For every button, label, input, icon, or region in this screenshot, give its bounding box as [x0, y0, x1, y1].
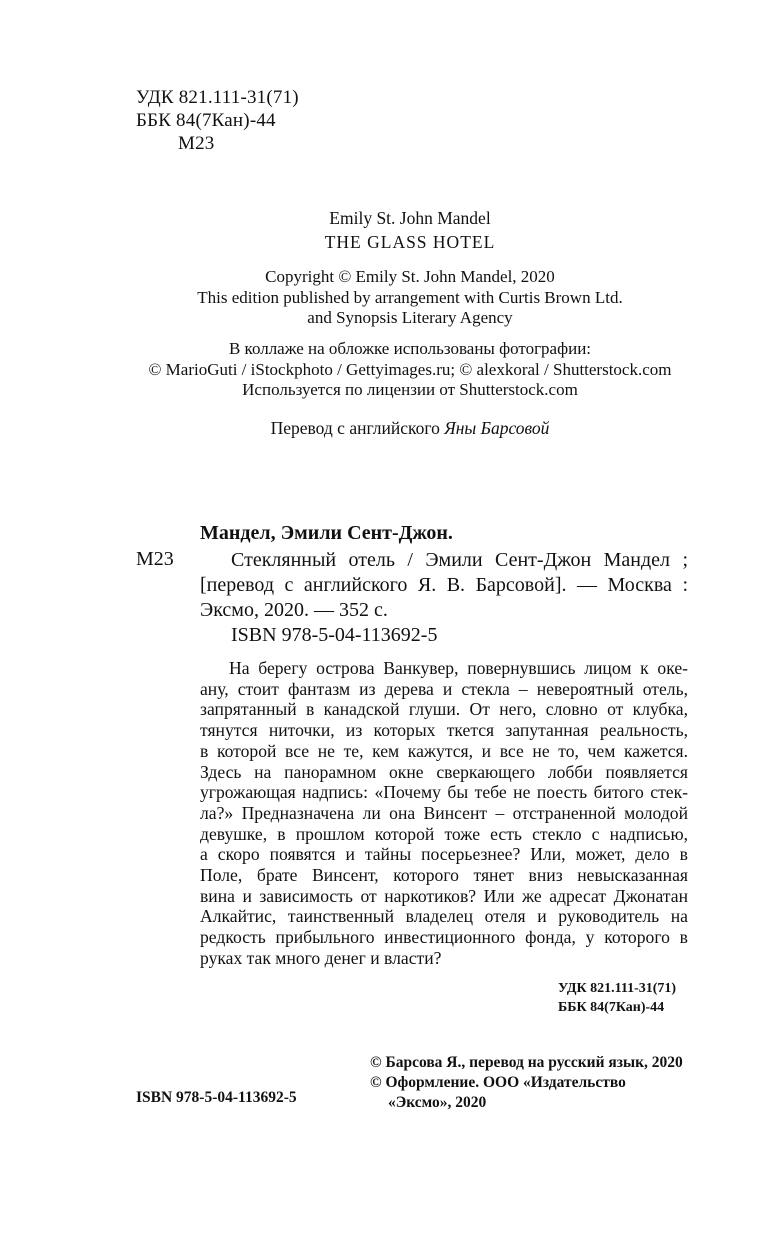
udk-code: УДК 821.111-31(71): [136, 87, 299, 108]
bib-line: [перевод с английского Я. В. Барсовой]. — Москва :: [200, 574, 688, 596]
annotation-line: руках так много денег и власти?: [200, 947, 442, 968]
footer-copyright-translation: © Барсова Я., перевод на русский язык, 2020: [370, 1054, 683, 1071]
translator-name: Яны Барсовой: [444, 418, 550, 438]
annotation-line: в которой все не те, кем кажутся, и все не то, чем кажется.: [200, 740, 688, 761]
bib-isbn: ISBN 978-5-04-113692-5: [231, 624, 438, 646]
copyright-block: [60, 267, 760, 329]
original-title: THE GLASS HOTEL: [324, 232, 496, 252]
footer-copyright-design-cont: «Эксмо», 2020: [388, 1094, 487, 1111]
annotation-line: редкость прибыльного инвестиционного фонда, у которого в: [200, 927, 688, 948]
original-edition: [60, 206, 760, 254]
author-mark: М23: [178, 133, 215, 154]
annotation-line: угрожающая надпись: «Почему бы тебе не поесть битого стек-: [200, 782, 688, 803]
annotation-line: Поле, брате Винсент, которого тянет вниз невысказанная: [200, 865, 688, 886]
footer-isbn: ISBN 978-5-04-113692-5: [136, 1089, 297, 1106]
annotation-line: На берегу острова Ванкувер, повернувшись лицом к оке-: [229, 658, 688, 678]
footer-copyright-design: © Оформление. ООО «Издательство: [370, 1074, 626, 1091]
annotation-line: девушке, в прошлом которой тоже есть стекло с надписью,: [200, 823, 688, 844]
photo-credit-line: Используется по лицензии от Shutterstock.com: [242, 380, 578, 399]
annotation: [200, 658, 688, 969]
annotation-line: а скоро появятся и тайны посерьезнее? Или, может, дело в: [200, 844, 688, 865]
photo-credit-line: В коллаже на обложке использованы фотографии:: [228, 339, 592, 358]
original-author: Emily St. John Mandel: [329, 208, 491, 228]
translation-credit: [60, 418, 760, 439]
bib-line: Стеклянный отель / Эмили Сент-Джон Мандел ;: [231, 549, 688, 571]
footer-udk: УДК 821.111-31(71): [558, 981, 677, 996]
annotation-line: вина и зависимость от наркотиков? Или же адресат Джонатан: [200, 885, 688, 906]
translation-prefix: Перевод с английского: [270, 418, 440, 438]
annotation-line: ла?» Предназначена ли она Винсент – отстраненной молодой: [200, 802, 688, 823]
bbk-code: ББК 84(7Кан)-44: [136, 110, 276, 131]
photo-credits: [60, 339, 760, 401]
annotation-line: ану, стоит фантазм из дерева и стекла – невероятный отель,: [200, 678, 688, 699]
copyright-line: Copyright © Emily St. John Mandel, 2020: [265, 267, 555, 286]
annotation-line: тянутся ниточки, из которых ткется запутанная реальность,: [200, 720, 688, 741]
bib-description: [136, 548, 688, 623]
bib-author-mark: М23: [136, 548, 174, 570]
annotation-line: запрятанный в канадской глуши. От него, словно от клубка,: [200, 699, 688, 720]
annotation-line: Алкайтис, таинственный владелец отеля и руководитель на: [200, 906, 688, 927]
footer-bbk: ББК 84(7Кан)-44: [558, 1000, 665, 1015]
copyright-line: and Synopsis Literary Agency: [307, 308, 513, 327]
annotation-line: Здесь на панорамном окне сверкающего лобби появляется: [200, 761, 688, 782]
photo-credit-line: © MarioGuti / iStockphoto / Gettyimages.ru; © alexkoral / Shutterstock.com: [148, 359, 672, 379]
bib-line: Эксмо, 2020. — 352 с.: [200, 599, 388, 621]
copyright-line: This edition published by arrangement with Curtis Brown Ltd.: [197, 287, 623, 307]
bib-author-heading: Мандел, Эмили Сент-Джон.: [200, 522, 453, 544]
